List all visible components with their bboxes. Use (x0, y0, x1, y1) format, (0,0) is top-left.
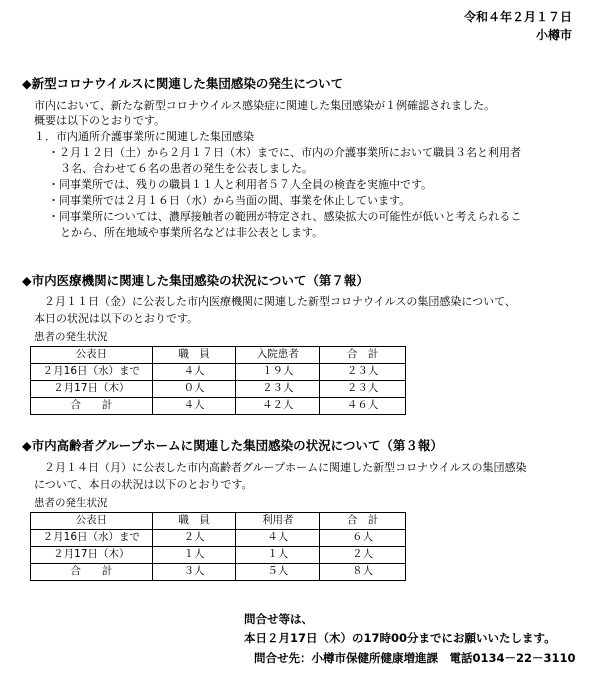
table-cell: ０人 (152, 381, 236, 398)
column-header: 公表日 (31, 347, 153, 364)
section-1-bullet: ・同事業所については、濃厚接触者の範囲が特定され、感染拡大の可能性が低いと考えられるこ (48, 210, 522, 223)
column-header: 職 員 (152, 513, 236, 530)
column-header: 合 計 (320, 347, 406, 364)
table-cell: ２３人 (236, 381, 320, 398)
section-2-title: ◆市内医療機関に関連した集団感染の状況について（第７報） (22, 273, 369, 288)
section-1-bullet: ・同事業所では、残りの職員１１人と利用者５７人全員の検査を実施中です。 (48, 178, 433, 191)
section-1-intro: 市内において、新たな新型コロナウイルス感染症に関連した集団感染が１例確認されました。 (34, 99, 496, 112)
group-home-cases-table (30, 512, 406, 581)
section-1-intro-2: 概要は以下のとおりです。 (34, 114, 166, 127)
table-cell: １９人 (236, 364, 320, 381)
column-header: 合 計 (320, 513, 406, 530)
table-cell: ２月16日（水）まで (31, 364, 153, 381)
table-cell: ２３人 (320, 381, 406, 398)
table-cell: ２月17日（木） (31, 381, 153, 398)
table-cell: 合 計 (31, 398, 153, 415)
table-cell: ５人 (236, 564, 320, 581)
table-cell: １人 (152, 547, 236, 564)
section-1-bullet-cont: とから、所在地域や事業所名などは非公表とします。 (60, 226, 324, 239)
table-row (31, 381, 406, 398)
section-1-title: ◆新型コロナウイルスに関連した集団感染の発生について (22, 76, 344, 91)
section-3-table-caption: 患者の発生状況 (34, 497, 108, 509)
table-total-row (31, 398, 406, 415)
section-3-paragraph: ２月１４日（月）に公表した市内高齢者グループホームに関連した新型コロナウイルスの集団感染 (44, 461, 527, 474)
table-cell: ６人 (320, 530, 406, 547)
contact-intro: 問合せ等は、 (244, 612, 313, 626)
section-1-bullet-cont: ３名、合わせて６名の患者の発生を公表しました。 (60, 162, 313, 175)
document-date: 令和４年２月１７日 (463, 10, 572, 24)
table-cell: ４人 (152, 364, 236, 381)
table-cell: ３人 (152, 564, 236, 581)
table-cell: 合 計 (31, 564, 153, 581)
table-cell: ４人 (152, 398, 236, 415)
hospital-cases-table (30, 346, 406, 415)
table-cell: ８人 (320, 564, 406, 581)
column-header: 職 員 (152, 347, 236, 364)
section-2-paragraph: ２月１１日（金）に公表した市内医療機関に関連した新型コロナウイルスの集団感染について、 (44, 295, 516, 308)
table-row (31, 364, 406, 381)
table-cell: ４２人 (236, 398, 320, 415)
table-cell: ４人 (236, 530, 320, 547)
section-1-bullet: ・２月１２日（土）から２月１７日（木）までに、市内の介護事業所において職員３名と利用者 (48, 146, 521, 159)
section-2-paragraph-2: 本日の状況は以下のとおりです。 (34, 312, 199, 325)
table-row (31, 547, 406, 564)
table-cell: ４６人 (320, 398, 406, 415)
section-2-table-caption: 患者の発生状況 (34, 331, 108, 343)
table-cell: ２３人 (320, 364, 406, 381)
table-row (31, 530, 406, 547)
table-cell: ２月17日（木） (31, 547, 153, 564)
section-3-paragraph-2: について、本日の状況は以下のとおりです。 (34, 478, 253, 491)
table-header-row (31, 513, 406, 530)
section-1-bullet: ・同事業所では２月１６日（水）から当面の間、事業を休止しています。 (48, 194, 411, 207)
column-header: 公表日 (31, 513, 153, 530)
table-cell: ２月16日（水）まで (31, 530, 153, 547)
issuer-name: 小樽市 (535, 28, 572, 42)
table-cell: １人 (236, 547, 320, 564)
column-header: 利用者 (236, 513, 320, 530)
table-total-row (31, 564, 406, 581)
table-cell: ２人 (152, 530, 236, 547)
table-header-row (31, 347, 406, 364)
contact-info: 問合せ先：小樽市保健所健康増進課 電話0134－22－3110 (254, 651, 576, 665)
section-1-item-heading: １．市内通所介護事業所に関連した集団感染 (34, 130, 254, 143)
column-header: 入院患者 (236, 347, 320, 364)
table-cell: ２人 (320, 547, 406, 564)
contact-deadline: 本日２月17日（木）の17時00分までにお願いいたします。 (244, 631, 556, 645)
section-3-title: ◆市内高齢者グループホームに関連した集団感染の状況について（第３報） (22, 438, 443, 453)
